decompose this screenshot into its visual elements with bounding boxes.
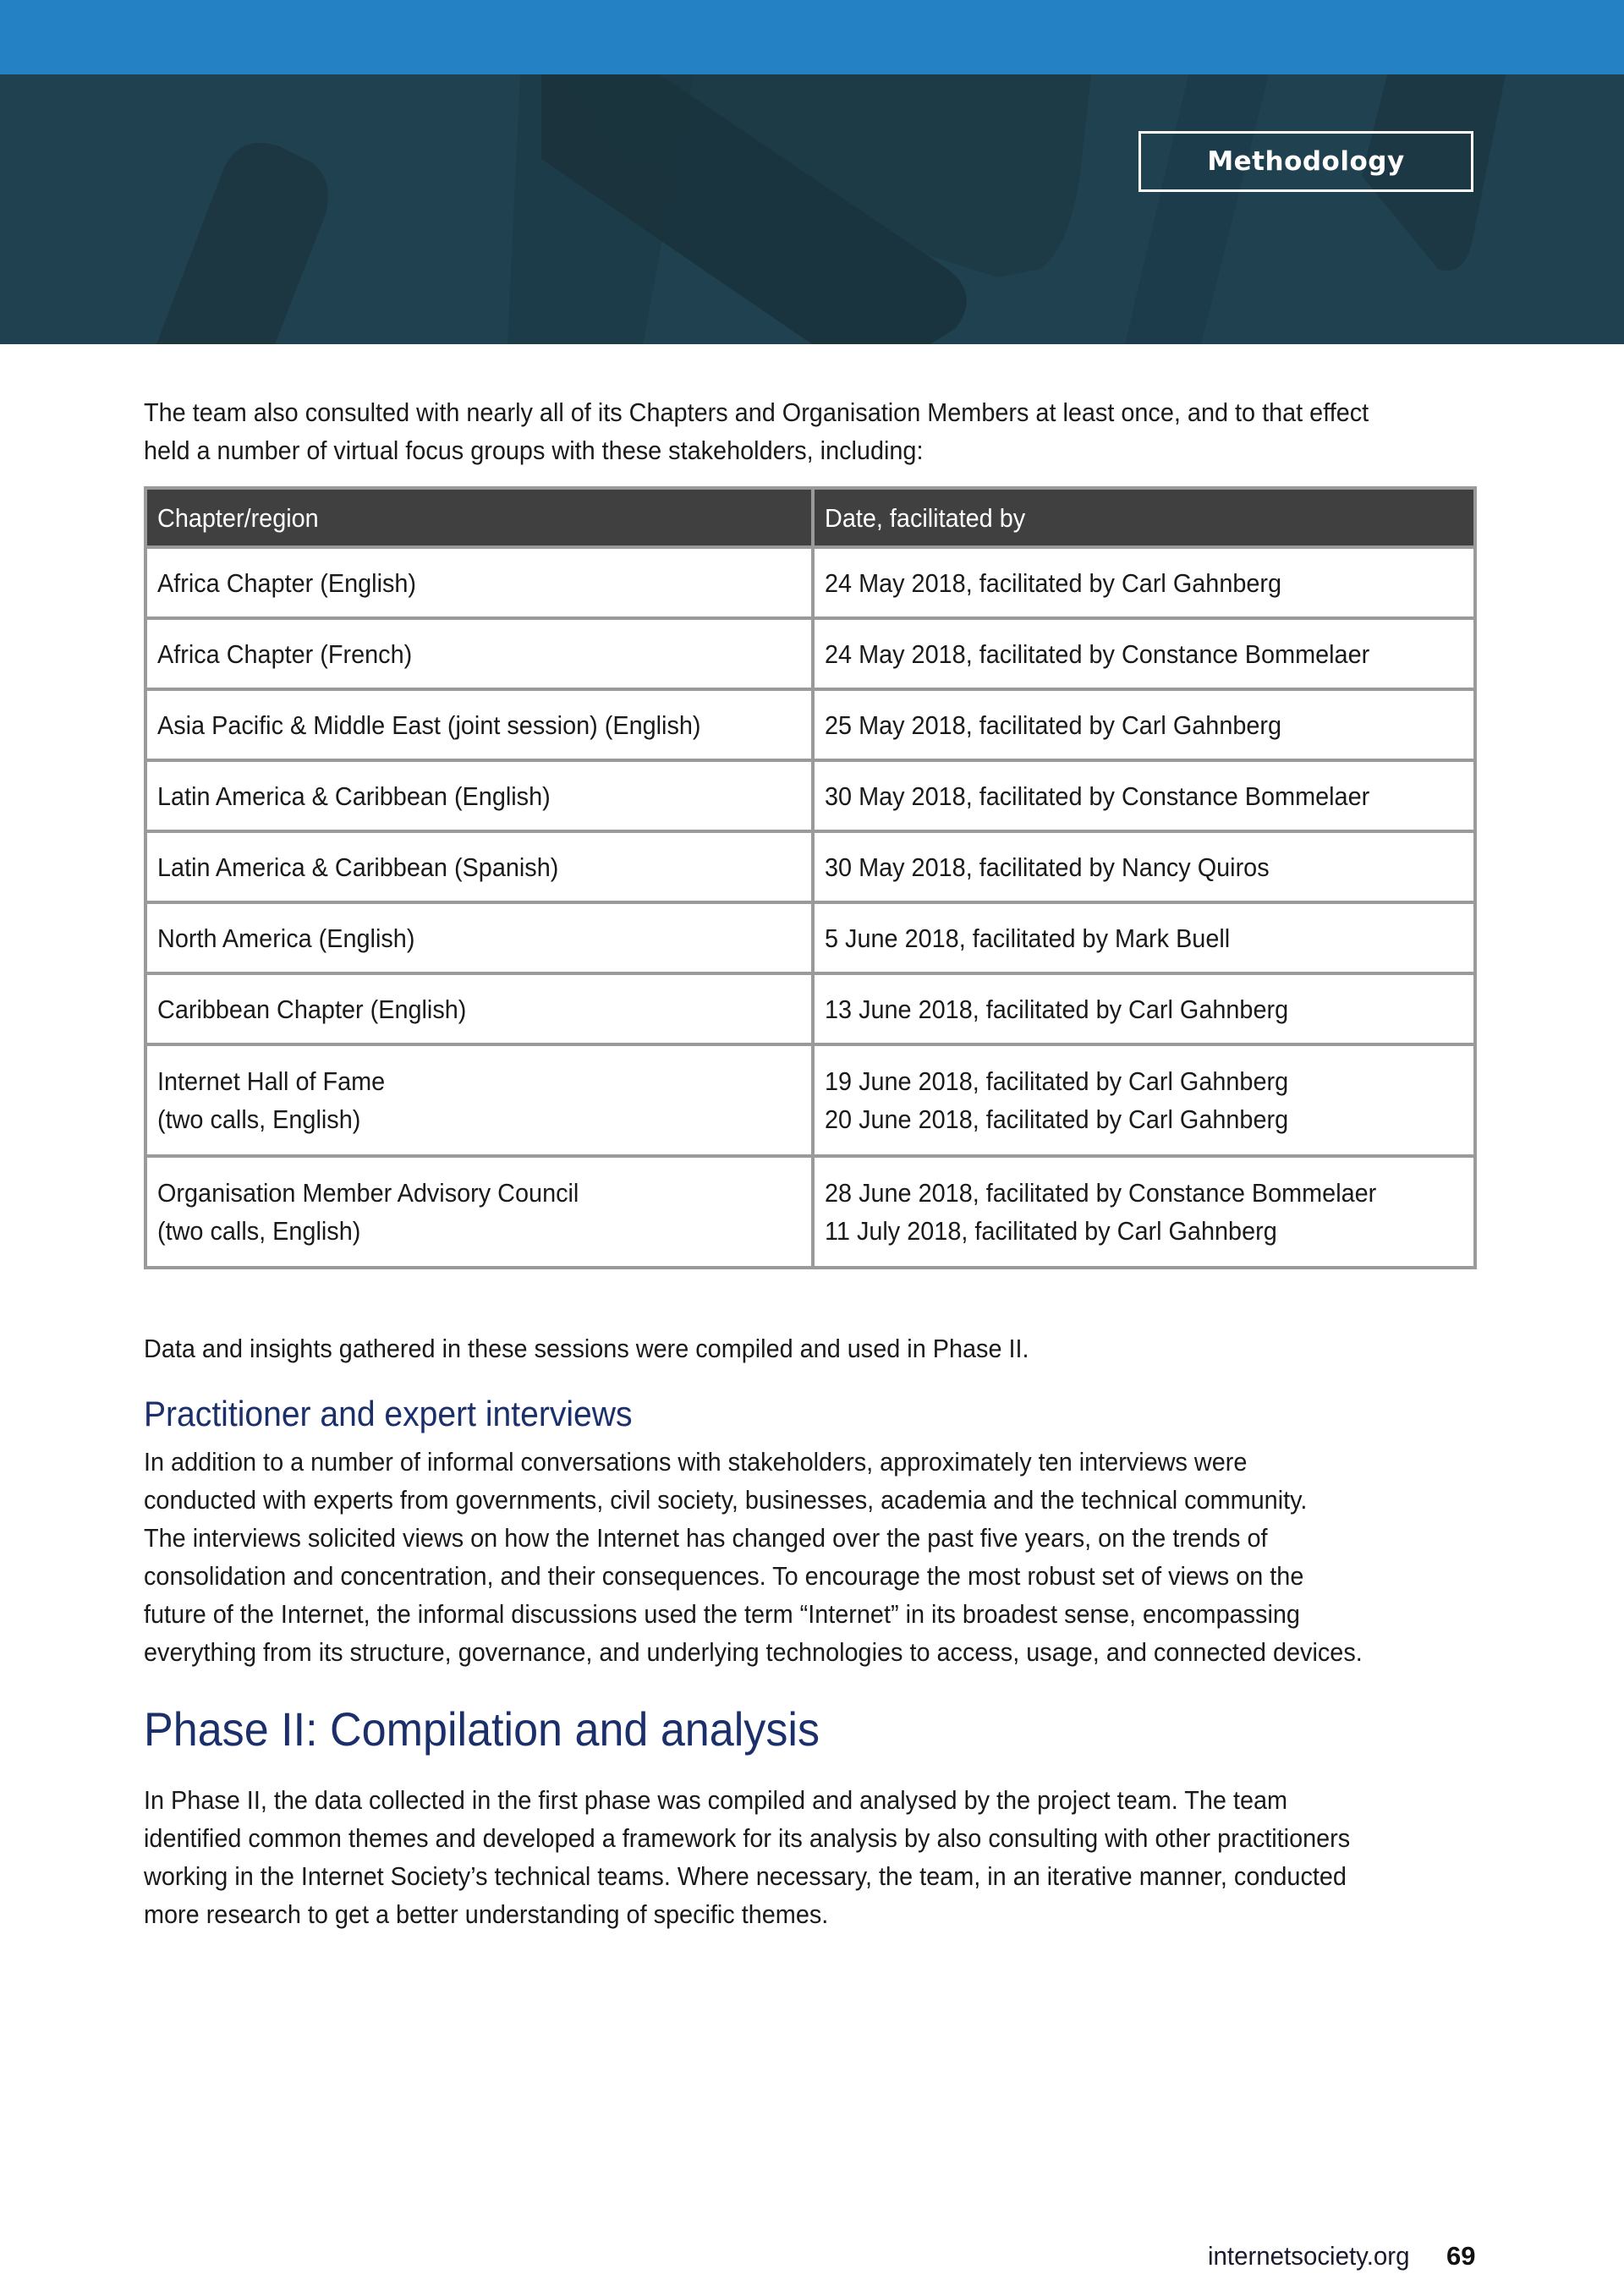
date-cell-text: 30 May 2018, facilitated by Nancy Quiros [825,852,1270,882]
region-cell-text: Latin America & Caribbean (English) [157,781,551,811]
date-cell-text: 11 July 2018, facilitated by Carl Gahnberg [825,1216,1277,1246]
table-row [145,1044,1475,1156]
table-header-row [145,488,1475,547]
date-cell [813,831,1475,902]
table-row [145,902,1475,973]
table-row [145,973,1475,1044]
shape-band-2 [1125,74,1269,344]
date-cell [813,618,1475,689]
table-row [145,618,1475,689]
paragraph-line: consolidation and concentration, and their consequences. To encourage the most robust set of views on the [144,1561,1304,1591]
table-row [145,760,1475,831]
date-cell-text: 25 May 2018, facilitated by Carl Gahnberg [825,710,1282,740]
date-cell-text: 24 May 2018, facilitated by Constance Bommelaer [825,638,1370,669]
date-cell [813,689,1475,760]
region-cell-text: North America (English) [157,923,415,953]
section-heading-interviews: Practitioner and expert interviews [144,1394,633,1433]
focus-groups-table [144,486,1477,1269]
region-cell [145,902,813,973]
section-heading-phase2: Phase II: Compilation and analysis [144,1702,820,1756]
date-cell-text: 30 May 2018, facilitated by Constance Bommelaer [825,781,1370,811]
date-cell-text: 28 June 2018, facilitated by Constance Bommelaer [825,1178,1377,1208]
region-cell [145,547,813,618]
date-cell-text: 20 June 2018, facilitated by Carl Gahnberg [825,1104,1289,1134]
top-color-bar [0,0,1624,74]
paragraph-line: working in the Internet Society’s technical teams. Where necessary, the team, in an iterative manner, conducted [144,1861,1347,1891]
region-cell-text: Asia Pacific & Middle East (joint session) (English) [157,710,701,740]
after-table-text: Data and insights gathered in these sessions were compiled and used in Phase II. [144,1334,1029,1363]
date-cell-text: 13 June 2018, facilitated by Carl Gahnberg [825,994,1289,1024]
region-cell-text: Internet Hall of Fame [157,1066,386,1096]
date-cell [813,902,1475,973]
paragraph-line: future of the Internet, the informal discussions used the term “Internet” in its broadest sense, encompassing [144,1599,1300,1629]
banner-decorative-shapes [0,74,1624,344]
date-cell-text: 19 June 2018, facilitated by Carl Gahnberg [825,1066,1289,1096]
region-cell-text: Organisation Member Advisory Council [157,1178,579,1208]
region-cell [145,1044,813,1156]
date-cell [813,1156,1475,1268]
region-cell-text: Africa Chapter (French) [157,638,413,669]
date-cell [813,1044,1475,1156]
table-row [145,831,1475,902]
region-cell [145,760,813,831]
region-cell-text: Latin America & Caribbean (Spanish) [157,852,559,882]
paragraph-line: The interviews solicited views on how the Internet has changed over the past five years, on the trends of [144,1523,1268,1553]
table-row [145,1156,1475,1268]
header-banner [0,74,1624,344]
region-cell-text: Africa Chapter (English) [157,567,417,598]
date-cell [813,547,1475,618]
date-cell-text: 5 June 2018, facilitated by Mark Buell [825,923,1231,953]
paragraph-line: conducted with experts from governments, civil society, businesses, academia and the technical community. [144,1485,1308,1515]
region-cell [145,1156,813,1268]
shape-left [156,143,328,344]
region-cell [145,831,813,902]
region-cell [145,618,813,689]
table-row [145,689,1475,760]
intro-line: The team also consulted with nearly all of its Chapters and Organisation Members at least once, and to that effect [144,397,1369,427]
paragraph-line: In addition to a number of informal conversations with stakeholders, approximately ten interviews were [144,1447,1248,1477]
date-cell-text: 24 May 2018, facilitated by Carl Gahnberg [825,567,1282,598]
region-cell [145,689,813,760]
region-cell [145,973,813,1044]
section-tag: Methodology [1138,131,1473,192]
region-cell-text: (two calls, English) [157,1104,361,1134]
region-cell-text: (two calls, English) [157,1216,361,1246]
footer-website: internetsociety.org [1208,2241,1410,2271]
column-header-region: Chapter/region [145,488,813,547]
paragraph-line: In Phase II, the data collected in the first phase was compiled and analysed by the project team. The team [144,1785,1288,1815]
intro-line: held a number of virtual focus groups with these stakeholders, including: [144,436,924,465]
date-cell [813,760,1475,831]
date-cell [813,973,1475,1044]
paragraph-line: more research to get a better understanding of specific themes. [144,1899,829,1929]
page-number: 69 [1446,2241,1476,2271]
paragraph-line: everything from its structure, governance, and underlying technologies to access, usage, and connected devices. [144,1637,1363,1667]
column-header-date: Date, facilitated by [813,488,1475,547]
table-row [145,547,1475,618]
paragraph-line: identified common themes and developed a framework for its analysis by also consulting with other practitioners [144,1823,1351,1853]
region-cell-text: Caribbean Chapter (English) [157,994,467,1024]
